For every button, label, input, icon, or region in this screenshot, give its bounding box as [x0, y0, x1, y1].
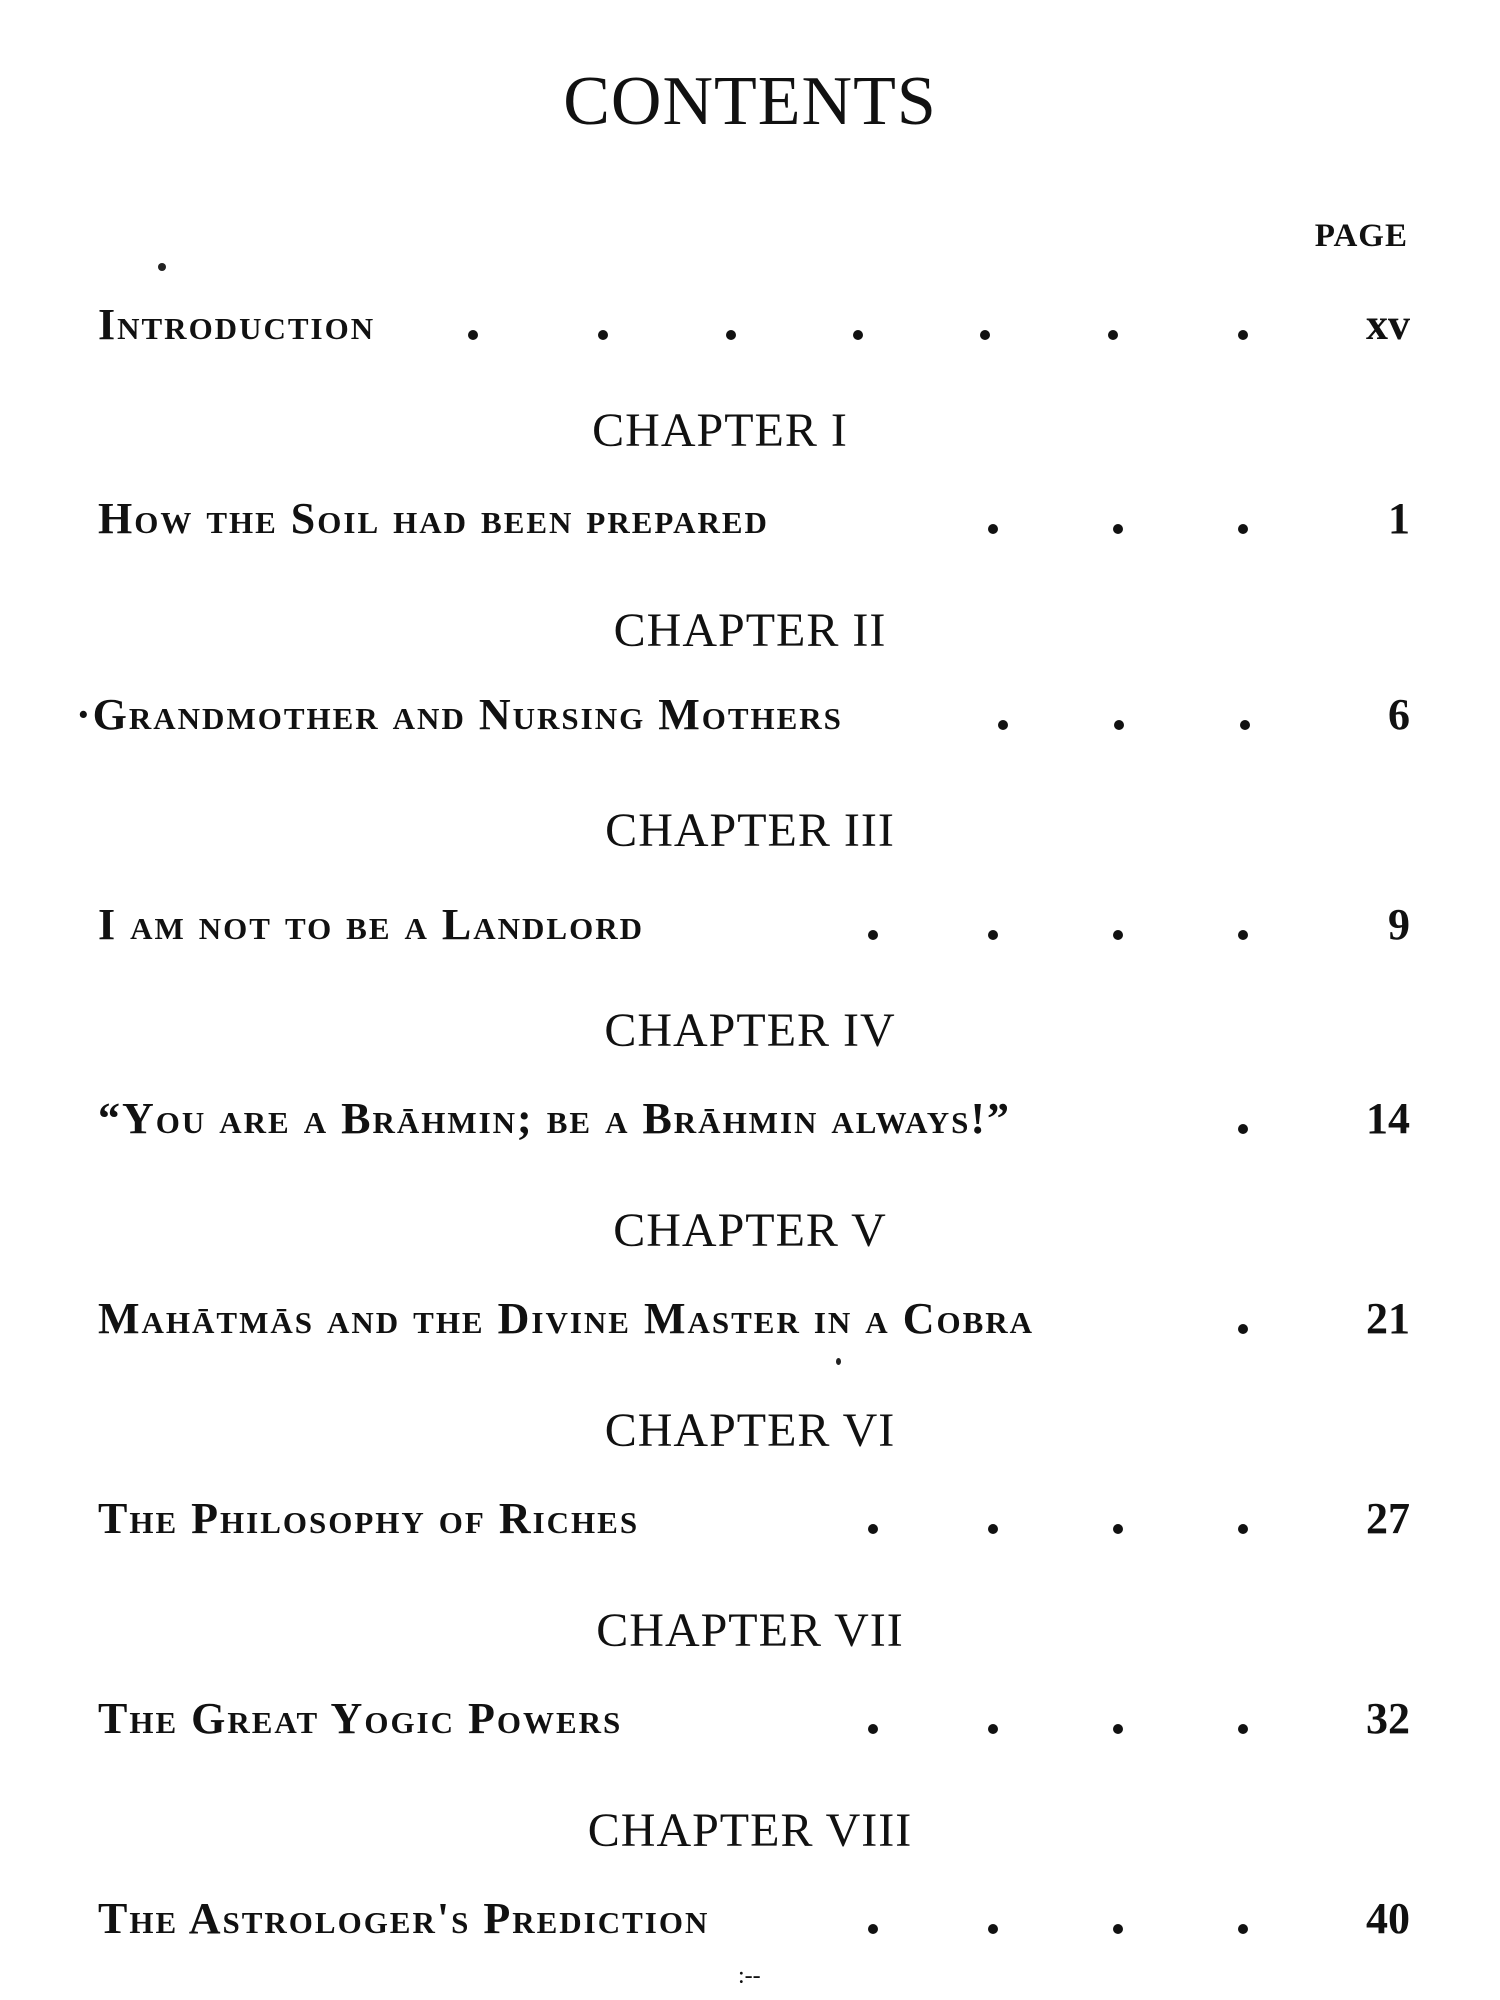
toc-entry-chapter-4[interactable]: [98, 1084, 1410, 1144]
leader-dot: [980, 330, 990, 340]
leader-dot: [1238, 1124, 1248, 1134]
entry-page-number: 1: [1388, 494, 1410, 543]
entry-page-number: xv: [1366, 300, 1410, 349]
entry-title: “You are a Brāhmin; be a Brāhmin always!”: [98, 1094, 1012, 1143]
leader-dot: [1113, 1724, 1123, 1734]
toc-entry-chapter-6[interactable]: [98, 1484, 1410, 1544]
leader-dot: [1114, 720, 1124, 730]
chapter-heading: CHAPTER II: [613, 604, 887, 657]
leader-dot: [1238, 930, 1248, 940]
leader-dot: [1238, 330, 1248, 340]
entry-title: Mahātmās and the Divine Master in a Cobra: [98, 1294, 1035, 1343]
entry-page-number: 32: [1366, 1694, 1410, 1743]
footer-mark: :--: [738, 1963, 761, 1989]
leader-dot: [988, 1524, 998, 1534]
leader-dot: [1113, 1924, 1123, 1934]
leader-dot: [1113, 930, 1123, 940]
entry-title: The Philosophy of Riches: [98, 1494, 640, 1543]
toc-entry-chapter-3[interactable]: [98, 890, 1410, 950]
leader-dot: [988, 1924, 998, 1934]
chapter-heading: CHAPTER VI: [604, 1404, 896, 1457]
entry-title: The Great Yogic Powers: [98, 1694, 623, 1743]
leader-dot: [726, 330, 736, 340]
toc-entry-introduction[interactable]: [98, 290, 1410, 350]
entry-page-number: 9: [1388, 900, 1410, 949]
entry-page-number: 6: [1388, 690, 1410, 739]
page-title: CONTENTS: [563, 63, 937, 140]
leader-dot: [1113, 524, 1123, 534]
toc-entry-chapter-2[interactable]: [76, 680, 1410, 740]
leader-dot: [1238, 524, 1248, 534]
leader-dot: [1238, 1924, 1248, 1934]
toc-entry-chapter-5[interactable]: [98, 1284, 1410, 1344]
toc-entry-chapter-7[interactable]: [98, 1684, 1410, 1744]
leader-dot: [988, 930, 998, 940]
leader-dot: [1240, 720, 1250, 730]
leader-dot: [853, 330, 863, 340]
entry-title: The Astrologer's Prediction: [98, 1894, 710, 1943]
leader-dot: [468, 330, 478, 340]
entry-page-number: 14: [1366, 1094, 1410, 1143]
leader-dot: [1238, 1524, 1248, 1534]
chapter-heading: CHAPTER III: [605, 804, 895, 857]
chapter-heading: CHAPTER VII: [596, 1604, 904, 1657]
stray-ink-mark: [158, 263, 166, 271]
entry-title: ·Grandmother and Nursing Mothers: [76, 690, 843, 739]
entry-page-number: 40: [1366, 1894, 1410, 1943]
leader-dot: [1108, 330, 1118, 340]
toc-entry-chapter-1[interactable]: [98, 484, 1410, 544]
entry-page-number: 21: [1366, 1294, 1410, 1343]
leader-dot: [868, 1924, 878, 1934]
entry-page-number: 27: [1366, 1494, 1410, 1543]
entry-title: How the Soil had been prepared: [98, 494, 769, 543]
leader-dot: [868, 930, 878, 940]
entry-title: I am not to be a Landlord: [98, 900, 644, 949]
leader-dot: [598, 330, 608, 340]
entry-title: Introduction: [98, 300, 376, 349]
leader-dot: [988, 524, 998, 534]
page-column-label: PAGE: [1314, 218, 1408, 254]
leader-dot: [868, 1724, 878, 1734]
chapter-heading: CHAPTER I: [592, 404, 848, 457]
leader-dot: [1238, 1724, 1248, 1734]
toc-entry-chapter-8[interactable]: [98, 1884, 1410, 1944]
leader-dot: [868, 1524, 878, 1534]
chapter-heading: CHAPTER IV: [604, 1004, 896, 1057]
leader-dot: [988, 1724, 998, 1734]
chapter-heading: CHAPTER VIII: [587, 1804, 913, 1857]
stray-ink-mark: [836, 1358, 841, 1365]
leader-dot: [1113, 1524, 1123, 1534]
chapter-heading: CHAPTER V: [613, 1204, 887, 1257]
leader-dot: [998, 720, 1008, 730]
leader-dot: [1238, 1324, 1248, 1334]
